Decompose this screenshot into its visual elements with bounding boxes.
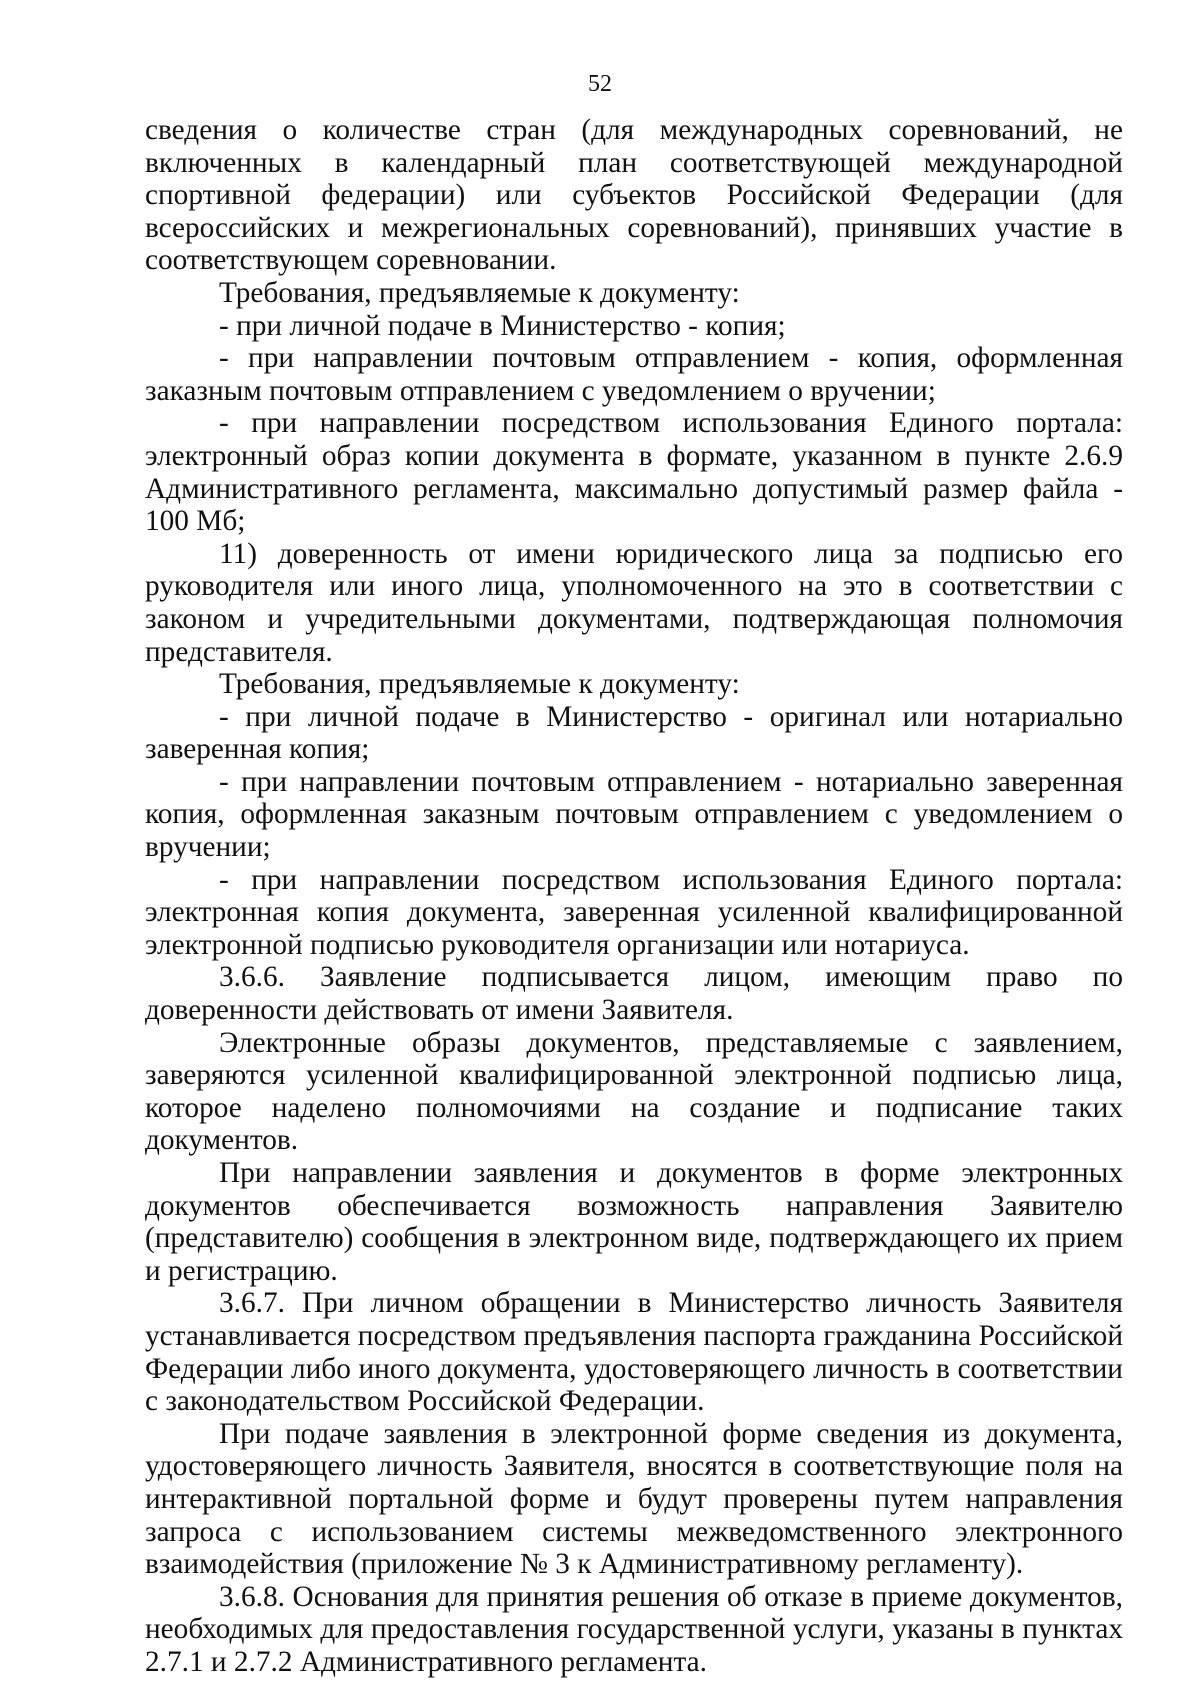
paragraph-countries-info: сведения о количестве стран (для международных соревнований, не включенных в календарный план соответствующей международной спортивной федерации) или субъектов Российской Федерации (для всероссийских и межрегиональных соревнований), принявших участие в соответствующем соревновании. <box>145 114 1123 277</box>
paragraph-personal-submission-2: - при личной подаче в Министерство - оригинал или нотариально заверенная копия; <box>145 700 1123 766</box>
paragraph-requirements-heading: Требования, предъявляемые к документу: <box>219 276 740 309</box>
paragraph-postal-submission-2: - при направлении почтовым отправлением - нотариально заверенная копия, оформленная заказным почтовым отправлением с уведомлением о вручении; <box>145 765 1123 864</box>
paragraph-section-3-6-8: 3.6.8. Основания для принятия решения об отказе в приеме документов, необходимых для предоставления государственной услуги, указаны в пунктах 2.7.1 и 2.7.2 Административного регламента. <box>145 1580 1123 1678</box>
paragraph-electronic-form-identity: При подаче заявления в электронной форме сведения из документа, удостоверяющего личность Заявителя, вносятся в соответствующие поля на интерактивной портальной форме и будут проверены путем направления запроса с использованием системы межведомственного электронного взаимодействия (приложение № 3 к Административному регламенту). <box>145 1417 1123 1581</box>
paragraph-portal-submission-2: - при направлении посредством использования Единого портала: электронная копия документа, заверенная усиленной квалифицированной электронной подписью руководителя организации или нотариуса. <box>145 863 1123 961</box>
paragraph-electronic-submission: При направлении заявления и документов в форме электронных документов обеспечивается возможность направления Заявителю (представителю) сообщения в электронном виде, подтверждающего их прием и регистрацию. <box>145 1157 1123 1287</box>
paragraph-electronic-images: Электронные образы документов, представляемые с заявлением, заверяются усиленной квалифицированной электронной подписью лица, которое наделено полномочиями на создание и подписание таких документов. <box>145 1026 1123 1157</box>
paragraph-requirements-heading-2: Требования, предъявляемые к документу: <box>219 668 740 701</box>
paragraph-portal-submission: - при направлении посредством использования Единого портала: электронный образ копии документа в формате, указанном в пункте 2.6.9 Административного регламента, максимально допустимый размер файла - 100 Мб; <box>145 407 1123 538</box>
document-body <box>145 114 1123 1679</box>
paragraph-section-3-6-7: 3.6.7. При личном обращении в Министерство личность Заявителя устанавливается посредством предъявления паспорта гражданина Российской Федерации либо иного документа, удостоверяющего личность в соответствии с законодательством Российской Федерации. <box>145 1287 1123 1418</box>
paragraph-personal-submission: - при личной подаче в Министерство - копия; <box>219 309 786 342</box>
paragraph-postal-submission: - при направлении почтовым отправлением - копия, оформленная заказным почтовым отправлением с уведомлением о вручении; <box>145 342 1123 407</box>
paragraph-item-11-power-of-attorney: 11) доверенность от имени юридического лица за подписью его руководителя или иного лица, уполномоченного на это в соответствии с законом и учредительными документами, подтверждающая полномочия представителя. <box>145 537 1123 668</box>
page-number: 52 <box>588 71 612 97</box>
paragraph-section-3-6-6: 3.6.6. Заявление подписывается лицом, имеющим право по доверенности действовать от имени Заявителя. <box>145 961 1123 1027</box>
